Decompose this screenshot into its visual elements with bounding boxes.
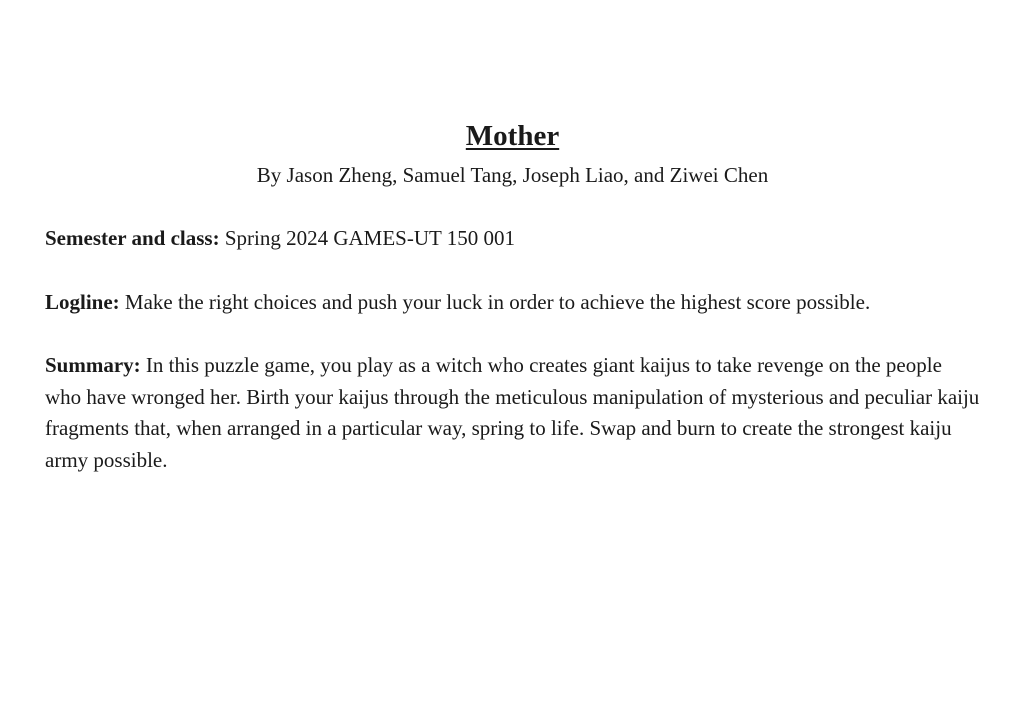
logline-label: Logline: xyxy=(45,289,120,314)
semester-label: Semester and class: xyxy=(45,226,220,250)
summary-paragraph xyxy=(45,350,980,476)
logline-paragraph xyxy=(45,287,980,319)
logline-text: Make the right choices and push your luck in order to achieve the highest score possible. xyxy=(119,289,871,314)
summary-label: Summary: xyxy=(45,353,141,377)
semester-text: Spring 2024 GAMES-UT 150 001 xyxy=(219,226,515,250)
summary-text: In this puzzle game, you play as a witch who creates giant kaijus to take revenge on the people who have wronged her. Birth your kaijus through the meticulous manipulation of mysterious and peculiar kaiju fragments that, when arranged in a particular way, spring to life. Swap and burn to create the strongest kaiju army possible. xyxy=(45,353,980,472)
document-body xyxy=(45,116,980,476)
semester-paragraph xyxy=(45,223,980,255)
author-byline: By Jason Zheng, Samuel Tang, Joseph Liao, and Ziwei Chen xyxy=(256,163,769,187)
document-title: Mother xyxy=(465,120,560,152)
